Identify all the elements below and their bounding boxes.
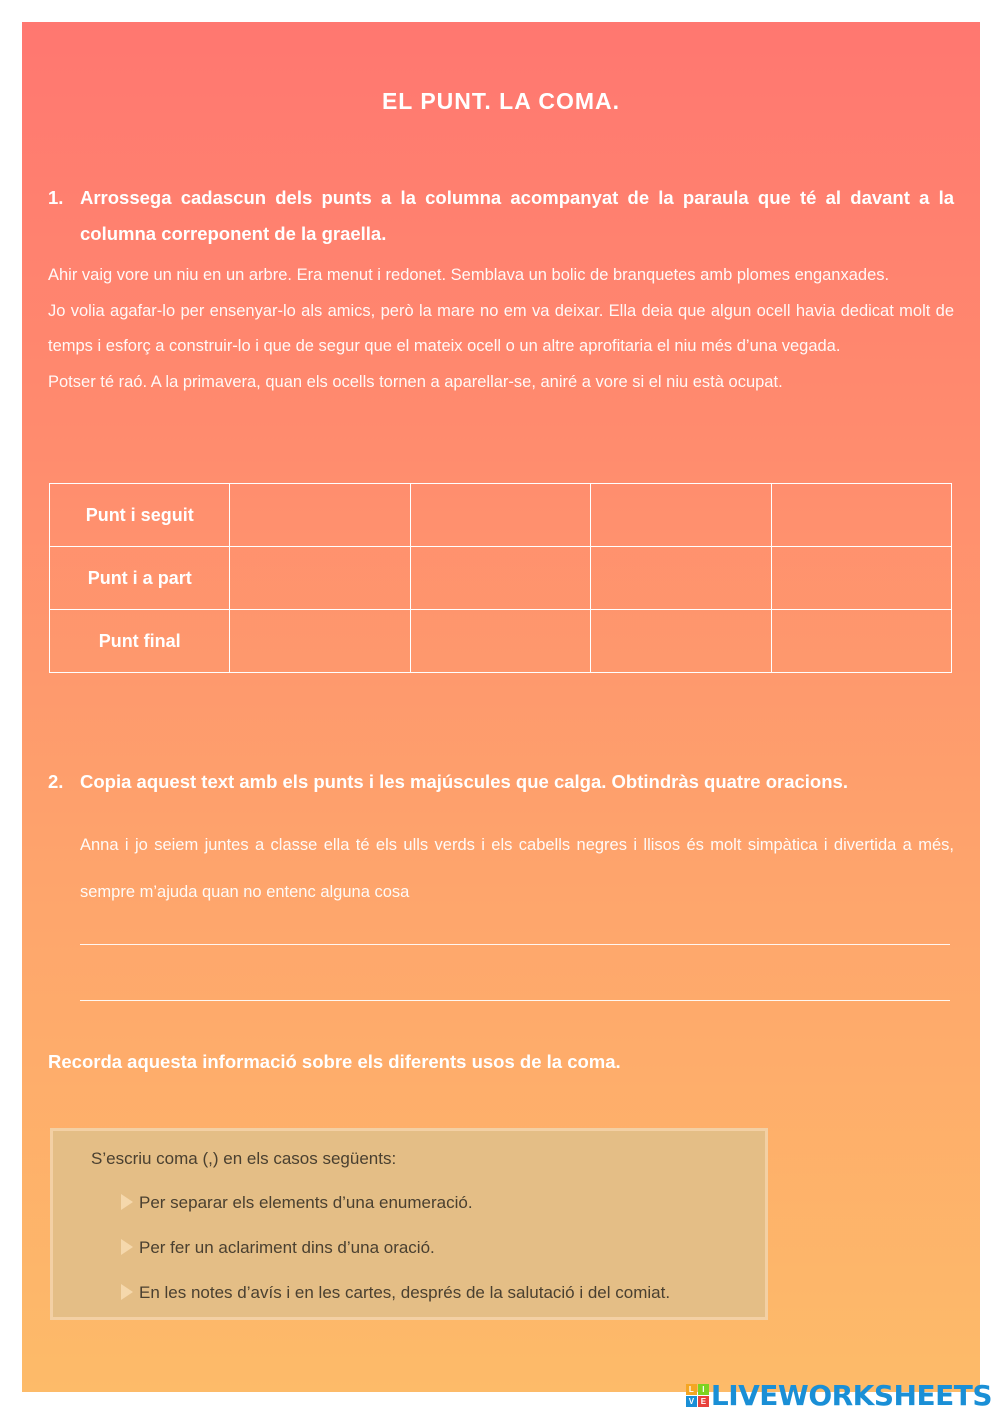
drop-cell[interactable] (771, 547, 951, 610)
answer-line-2[interactable] (80, 1000, 950, 1001)
drop-cell[interactable] (591, 484, 771, 547)
question-1-number: 1. (48, 187, 64, 208)
question-2-number: 2. (48, 771, 64, 792)
grid-row (50, 610, 952, 673)
drop-cell[interactable] (771, 610, 951, 673)
logo-mark-letter: L (686, 1384, 697, 1395)
info-item-text: Per fer un aclariment dins d’una oració. (139, 1238, 435, 1257)
passage-paragraph: Jo volia agafar-lo per ensenyar-lo als amics, però la mare no em va deixar. Ella deia que algun ocell havia dedicat molt de temps i esforç a construir-lo i que de segur que el mateix ocell o un altre aprofitaria el niu més d’una vegada. (48, 301, 954, 355)
logo-mark-letter: V (686, 1396, 697, 1407)
drop-cell[interactable] (591, 610, 771, 673)
liveworksheets-logo[interactable] (686, 1380, 992, 1410)
drop-cell[interactable] (230, 484, 410, 547)
question-2 (48, 764, 954, 800)
grid-row (50, 547, 952, 610)
grid-row (50, 484, 952, 547)
answer-line-1[interactable] (80, 944, 950, 945)
info-item (121, 1283, 670, 1303)
triangle-bullet-icon (121, 1239, 133, 1255)
drop-cell[interactable] (771, 484, 951, 547)
question-1 (48, 180, 954, 252)
comma-info-box (50, 1128, 768, 1320)
question-1-text: Arrossega cadascun dels punts a la columna acompanyat de la paraula que té al davant a la columna correponent de la graella. (80, 187, 954, 244)
grid-row-label: Punt i a part (50, 547, 230, 610)
worksheet-page (22, 22, 980, 1392)
info-item-text: Per separar els elements d’una enumeració. (139, 1193, 473, 1212)
page-title: EL PUNT. LA COMA. (381, 88, 621, 114)
reading-passage (48, 258, 954, 400)
drop-cell[interactable] (230, 547, 410, 610)
drop-cell[interactable] (410, 610, 590, 673)
info-intro: S’escriu coma (,) en els casos següents: (91, 1149, 397, 1168)
grid-row-label: Punt i seguit (50, 484, 230, 547)
logo-mark-letter: E (698, 1396, 709, 1407)
remember-heading: Recorda aquesta informació sobre els diferents usos de la coma. (48, 1051, 621, 1072)
passage-paragraph: Potser té raó. A la primavera, quan els ocells tornen a aparellar-se, aniré a vore si el niu està ocupat. (48, 372, 783, 391)
logo-mark-letter: I (698, 1384, 709, 1395)
classification-grid (49, 483, 952, 673)
exercise-text: Anna i jo seiem juntes a classe ella té els ulls verds i els cabells negres i llisos és molt simpàtica i divertida a més, sempre m’ajuda quan no entenc alguna cosa (80, 836, 954, 901)
grid-row-label: Punt final (50, 610, 230, 673)
info-item-text: En les notes d’avís i en les cartes, després de la salutació i del comiat. (139, 1283, 671, 1302)
info-item (121, 1238, 435, 1258)
passage-paragraph: Ahir vaig vore un niu en un arbre. Era menut i redonet. Semblava un bolic de branquetes amb plomes enganxades. (48, 266, 890, 284)
question-2-text: Copia aquest text amb els punts i les majúscules que calga. Obtindràs quatre oracions. (80, 771, 848, 792)
logo-mark-icon (686, 1384, 709, 1407)
triangle-bullet-icon (121, 1284, 133, 1300)
drop-cell[interactable] (410, 484, 590, 547)
drop-cell[interactable] (230, 610, 410, 673)
triangle-bullet-icon (121, 1194, 133, 1210)
drop-cell[interactable] (410, 547, 590, 610)
drop-cell[interactable] (591, 547, 771, 610)
info-item (121, 1193, 473, 1213)
logo-brand-text: LIVEWORKSHEETS (710, 1378, 992, 1412)
